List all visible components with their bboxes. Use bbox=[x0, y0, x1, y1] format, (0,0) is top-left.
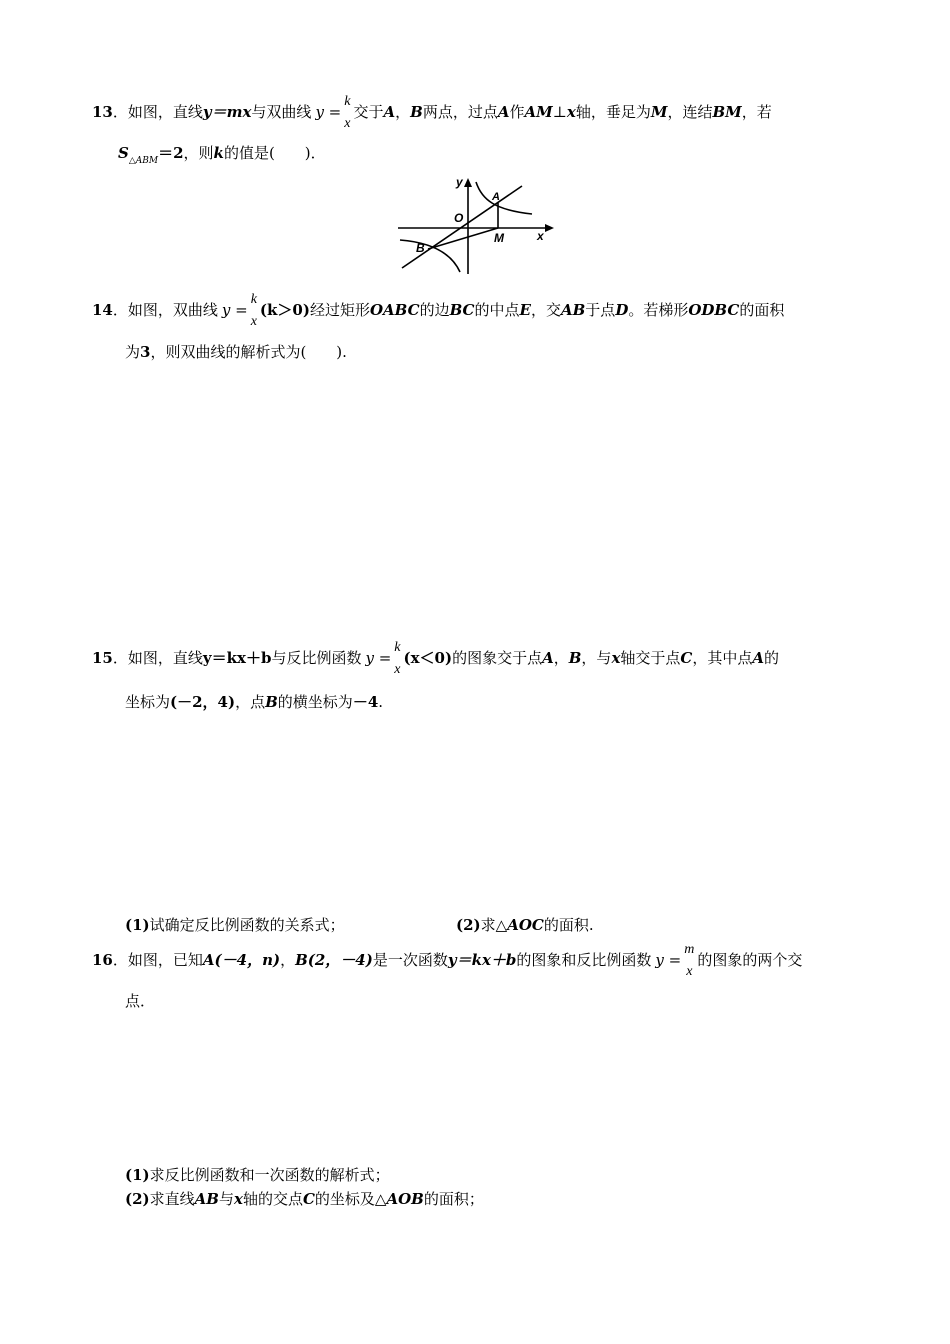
q16-line-1: 16．如图，已知A(－4，n)，B(2，－4)是一次函数y＝kx＋b的图象和反比例函数 y = m x 的图象的两个交 bbox=[92, 942, 803, 979]
x-axis-arrow bbox=[545, 224, 554, 232]
q13-line-1: 13．如图，直线y＝mx与双曲线 y = k x 交于A，B两点，过点A作AM⊥x轴，垂足为M，连结BM，若 bbox=[92, 94, 772, 131]
q15-line-1: 15．如图，直线y＝kx＋b与反比例函数 y = k x (x＜0)的图象交于点A，B，与x轴交于点C，其中点A的 bbox=[92, 640, 780, 677]
label-M: M bbox=[494, 231, 504, 245]
fraction-k-over-x: k x bbox=[394, 640, 401, 677]
fraction-k-over-x: k x bbox=[344, 94, 351, 131]
q14-line-1: 14．如图，双曲线 y = k x (k＞0)经过矩形OABC的边BC的中点E，交AB于点D。若梯形ODBC的面积 bbox=[92, 292, 785, 329]
segment-BM bbox=[428, 228, 498, 249]
q14-line-2: 为3，则双曲线的解析式为( ). bbox=[125, 343, 347, 361]
q15-part-2: (2)求△AOC的面积. bbox=[456, 916, 594, 934]
line-mx bbox=[402, 186, 522, 268]
q16-part-2: (2)求直线AB与x轴的交点C的坐标及△AOB的面积； bbox=[125, 1190, 484, 1208]
label-O: O bbox=[454, 211, 464, 225]
question-number: 13 bbox=[92, 103, 113, 121]
q15-part-1: (1)试确定反比例函数的关系式； bbox=[125, 916, 345, 934]
hyperbola-branch-lower bbox=[400, 240, 460, 272]
fraction-k-over-x: k x bbox=[250, 292, 257, 329]
question-number: 14 bbox=[92, 301, 113, 319]
label-A: A bbox=[492, 191, 500, 203]
label-x: x bbox=[537, 229, 544, 243]
y-axis-arrow bbox=[464, 178, 472, 187]
label-B: B bbox=[416, 241, 425, 255]
question-number: 15 bbox=[92, 649, 113, 667]
fraction-m-over-x: m x bbox=[684, 942, 695, 979]
q15-line-2: 坐标为(－2，4)，点B的横坐标为－4. bbox=[125, 693, 384, 711]
q16-line-2: 点． bbox=[125, 992, 156, 1010]
label-y: y bbox=[456, 175, 463, 189]
q16-part-1: (1)求反比例函数和一次函数的解析式； bbox=[125, 1166, 390, 1184]
q13-figure bbox=[390, 170, 565, 278]
question-number: 16 bbox=[92, 951, 113, 969]
q13-line-2: $S_{\triangle ABM}=2$，则k的值是( )． bbox=[118, 144, 326, 166]
